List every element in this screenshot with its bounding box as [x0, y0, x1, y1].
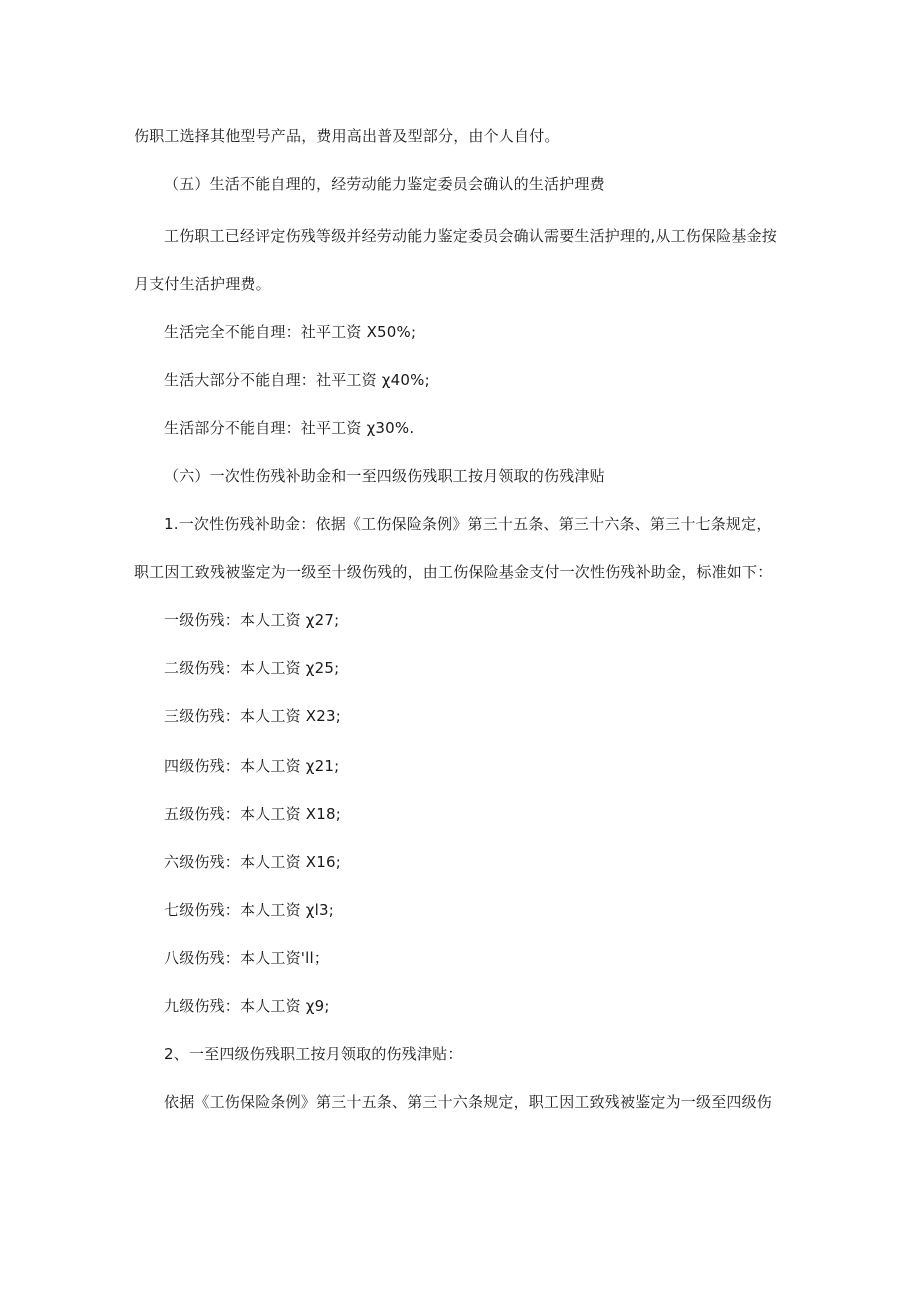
section-heading-five: （五）生活不能自理的，经劳动能力鉴定委员会确认的生活护理费: [164, 175, 605, 193]
paragraph-line: 依据《工伤保险条例》第三十五条、第三十六条规定，职工因工致残被鉴定为一级至四级伤: [164, 1093, 773, 1111]
list-item: 生活部分不能自理：社平工资 χ30%.: [164, 419, 415, 437]
list-item: 一级伤残：本人工资 χ27;: [164, 611, 340, 629]
list-item: 二级伤残：本人工资 χ25;: [164, 659, 340, 677]
paragraph-line: 伤职工选择其他型号产品，费用高出普及型部分，由个人自付。: [134, 127, 560, 145]
list-item: 三级伤残：本人工资 X23;: [164, 707, 341, 725]
paragraph-line: 1.一次性伤残补助金：依据《工伤保险条例》第三十五条、第三十六条、第三十七条规定，: [164, 515, 772, 533]
subsection-heading: 2、一至四级伤残职工按月领取的伤残津贴：: [164, 1045, 463, 1063]
list-item: 五级伤残：本人工资 X18;: [164, 805, 341, 823]
section-heading-six: （六）一次性伤残补助金和一至四级伤残职工按月领取的伤残津贴: [164, 467, 605, 485]
paragraph-line: 工伤职工已经评定伤残等级并经劳动能力鉴定委员会确认需要生活护理的,从工伤保险基金按: [164, 227, 777, 245]
list-item: 七级伤残：本人工资 χl3;: [164, 901, 334, 919]
paragraph-line: 职工因工致残被鉴定为一级至十级伤残的，由工伤保险基金支付一次性伤残补助金，标准如下：: [134, 563, 773, 581]
paragraph-line: 月支付生活护理费。: [134, 275, 271, 293]
list-item: 六级伤残：本人工资 X16;: [164, 853, 341, 871]
list-item: 生活大部分不能自理：社平工资 χ40%;: [164, 371, 430, 389]
list-item: 八级伤残：本人工资'll；: [164, 949, 330, 967]
list-item: 生活完全不能自理：社平工资 X50%;: [164, 323, 417, 341]
list-item: 九级伤残：本人工资 χ9;: [164, 997, 330, 1015]
list-item: 四级伤残：本人工资 χ21;: [164, 757, 340, 775]
